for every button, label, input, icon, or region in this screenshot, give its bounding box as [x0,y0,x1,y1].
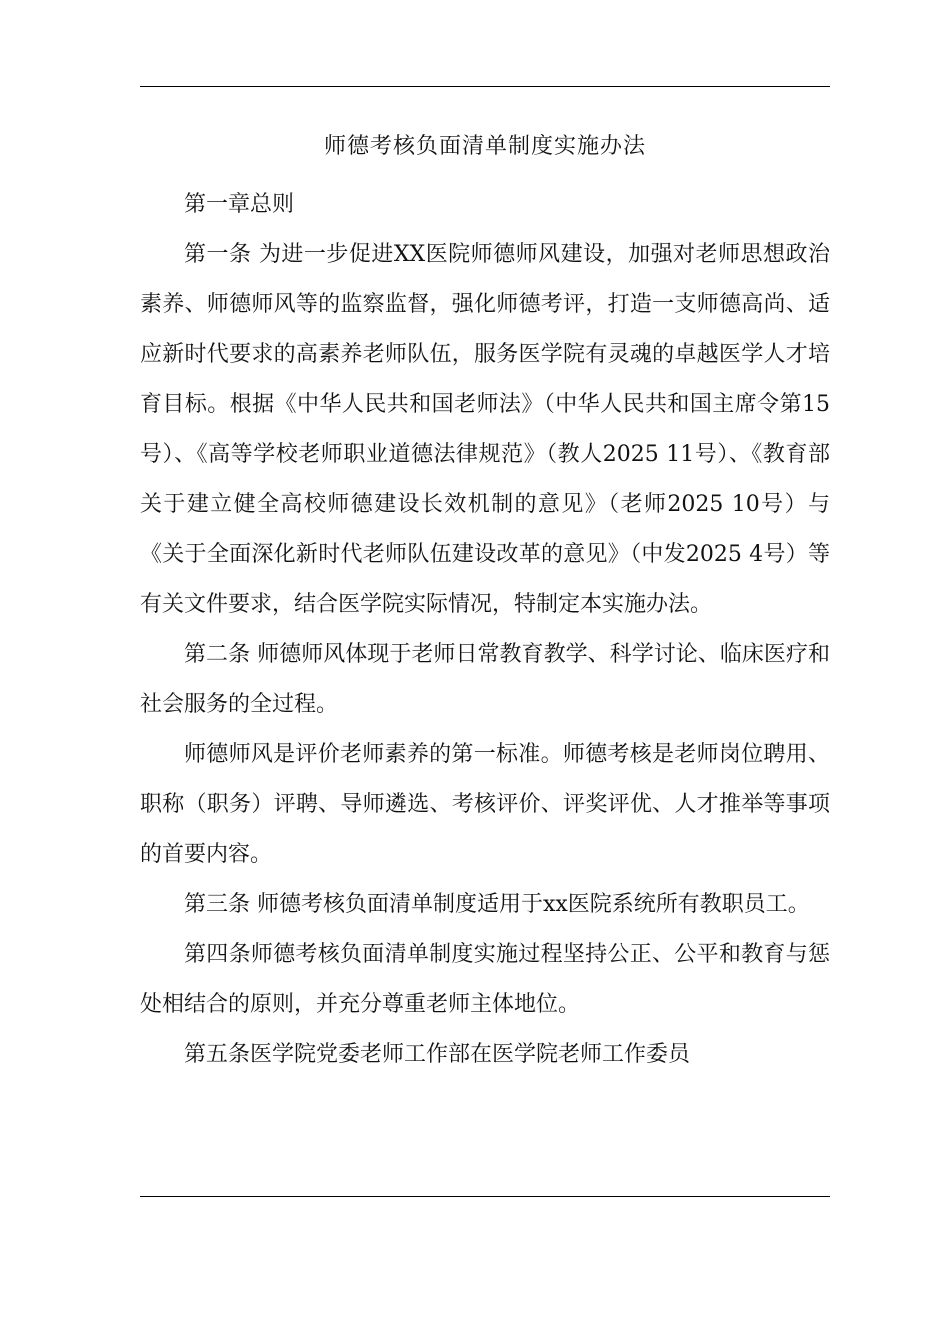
footer-rule [140,1196,830,1197]
article-2-paragraph: 第二条 师德师风体现于老师日常教育教学、科学讨论、临床医疗和社会服务的全过程。 [140,642,830,717]
document-body [140,124,830,1080]
article-1-paragraph: 第一条 为进一步促进XX医院师德师风建设，加强对老师思想政治素养、师德师风等的监察监督，强化师德考评，打造一支师德高尚、适应新时代要求的高素养老师队伍，服务医学院有灵魂的卓越医学人才培育目标。根据《中华人民共和国老师法》（中华人民共和国主席令第15号）、《高等学校老师职业道德法律规范》（教人2025 11号）、《教育部关于建立健全高校师德建设长效机制的意见》（老师2025 10号）与《关于全面深化新时代老师队伍建设改革的意见》（中发2025 4号）等有关文件要求，结合医学院实际情况，特制定本实施办法。 [140,242,830,617]
article-4-paragraph: 第四条师德考核负面清单制度实施过程坚持公正、公平和教育与惩处相结合的原则，并充分尊重老师主体地位。 [140,942,830,1017]
header-rule [140,86,830,87]
article-5-paragraph: 第五条医学院党委老师工作部在医学院老师工作委员 [184,1042,691,1067]
document-title: 师德考核负面清单制度实施办法 [323,134,646,159]
chapter-heading: 第一章总则 [184,192,295,217]
article-3-paragraph: 第三条 师德考核负面清单制度适用于xx医院系统所有教职员工。 [184,892,810,917]
article-2-continuation-paragraph: 师德师风是评价老师素养的第一标准。师德考核是老师岗位聘用、职称（职务）评聘、导师遴选、考核评价、评奖评优、人才推举等事项的首要内容。 [140,742,830,867]
